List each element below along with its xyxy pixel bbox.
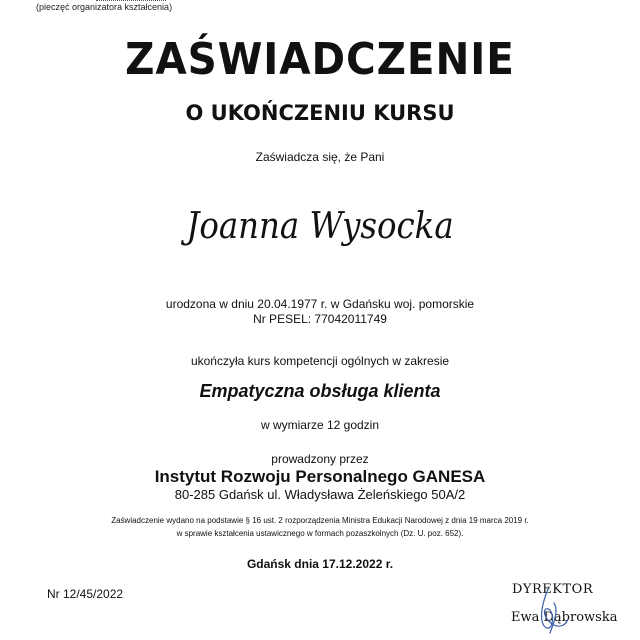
director-name: Ewa Dąbrowska bbox=[511, 610, 618, 625]
director-title: DYREKTOR bbox=[512, 582, 594, 597]
completion-text: ukończyła kurs kompetencji ogólnych w zakresie bbox=[190, 354, 450, 368]
course-name: Empatyczna obsługa klienta bbox=[199, 381, 441, 401]
recipient-name: Joanna Wysocka bbox=[186, 206, 454, 247]
institute-name: Instytut Rozwoju Personalnego GANESA bbox=[154, 467, 486, 486]
institute-address: 80-285 Gdańsk ul. Władysława Żeleńskiego 50A/2 bbox=[174, 487, 466, 502]
intro-text: Zaświadcza się, że Pani bbox=[255, 150, 385, 164]
certificate-title: ZAŚWIADCZENIE bbox=[125, 34, 515, 85]
handwritten-signature bbox=[520, 585, 590, 637]
certificate-subtitle: O UKOŃCZENIU KURSU bbox=[185, 101, 455, 125]
legal-basis-line-2: w sprawie kształcenia ustawicznego w formach pozaszkolnych (Dz. U. poz. 652). bbox=[176, 529, 464, 538]
stamp-placeholder-line bbox=[96, 0, 166, 1]
conducted-by-label: prowadzony przez bbox=[271, 452, 369, 466]
place-and-date: Gdańsk dnia 17.12.2022 r. bbox=[246, 557, 394, 571]
birth-info: urodzona w dniu 20.04.1977 r. w Gdańsku woj. pomorskie bbox=[165, 297, 475, 311]
pesel-info: Nr PESEL: 77042011749 bbox=[253, 312, 387, 326]
legal-basis-line-1: Zaświadczenie wydano na podstawie § 16 ust. 2 rozporządzenia Ministra Edukacji Narodowej z dnia 19 marca 2019 r. bbox=[111, 516, 529, 525]
course-hours: w wymiarze 12 godzin bbox=[260, 418, 380, 432]
stamp-caption: (pieczęć organizatora kształcenia) bbox=[36, 2, 173, 12]
certificate-number: Nr 12/45/2022 bbox=[47, 587, 124, 601]
